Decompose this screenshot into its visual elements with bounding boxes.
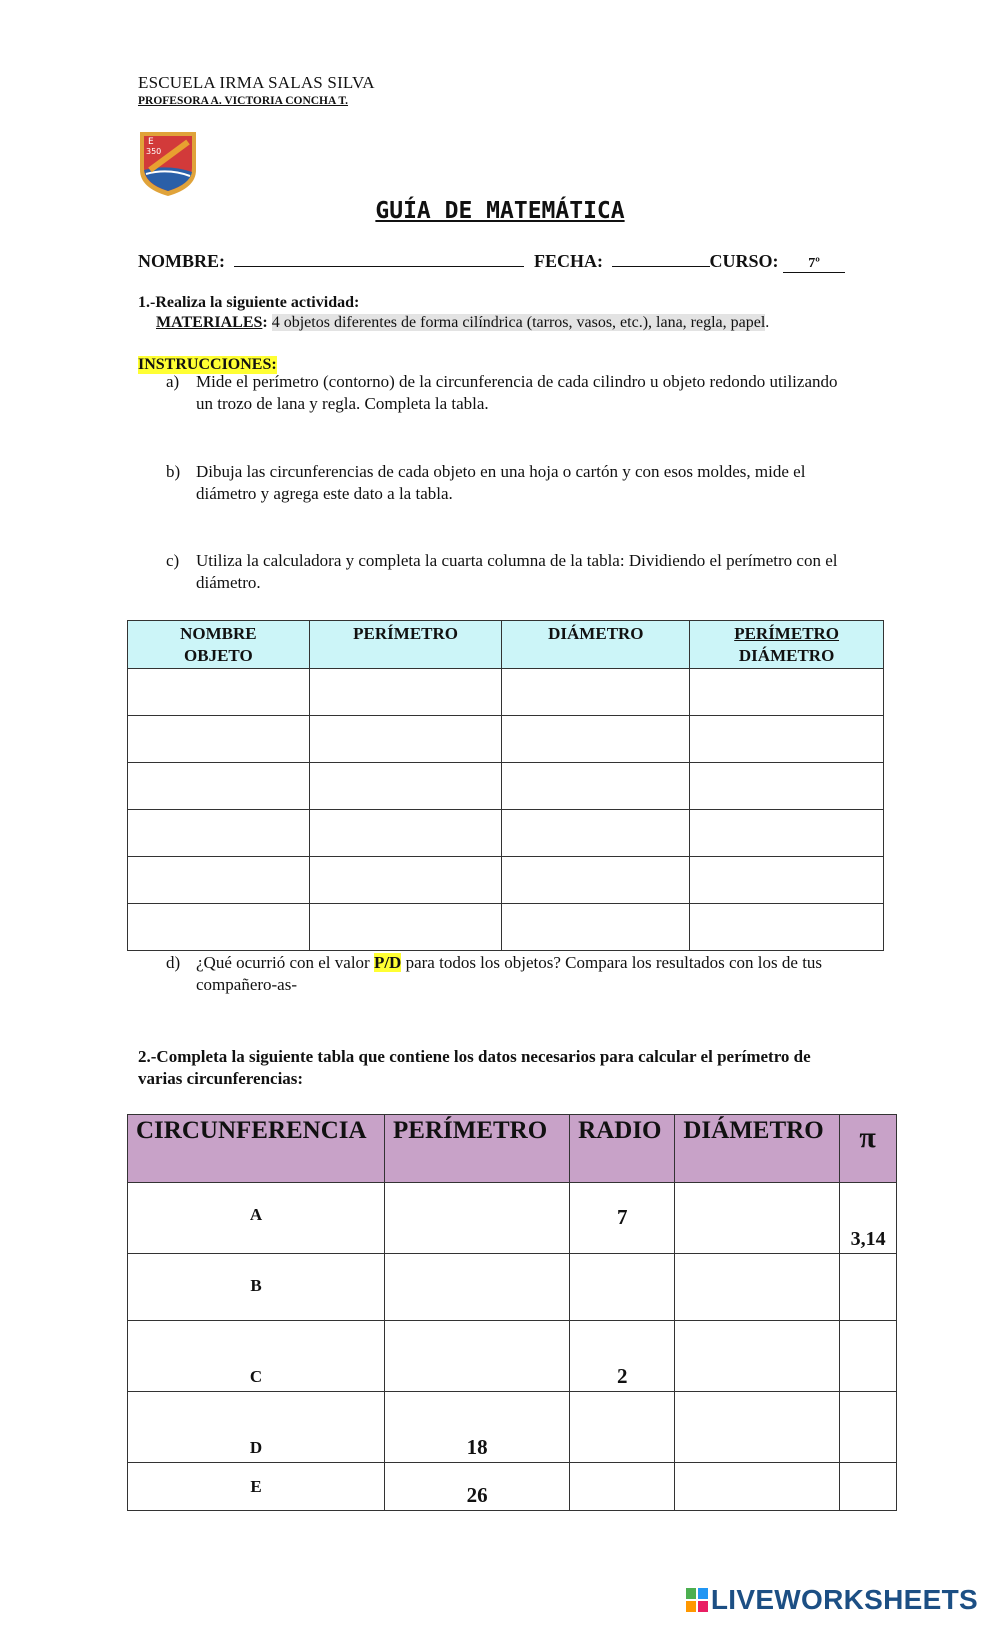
input-cell[interactable]	[502, 857, 690, 904]
header-circunferencia: CIRCUNFERENCIA	[128, 1115, 385, 1183]
item-letter: d)	[166, 953, 181, 972]
circ-label: A	[128, 1183, 385, 1254]
instruction-item-b	[166, 461, 856, 505]
input-cell[interactable]	[690, 763, 884, 810]
input-cell[interactable]	[502, 810, 690, 857]
table-header-row	[128, 1115, 897, 1183]
table-row	[128, 763, 884, 810]
input-cell[interactable]	[502, 669, 690, 716]
header-perimetro-diametro: PERÍMETRO DIÁMETRO	[690, 621, 884, 669]
instruction-item-c	[166, 550, 856, 594]
input-cell[interactable]	[309, 716, 502, 763]
header-diametro: DIÁMETRO	[502, 621, 690, 669]
input-cell[interactable]	[570, 1254, 675, 1321]
input-cell[interactable]	[502, 763, 690, 810]
liveworksheets-logo	[686, 1584, 978, 1616]
input-cell[interactable]	[309, 669, 502, 716]
header-nombre-objeto: NOMBRE OBJETO	[128, 621, 310, 669]
input-cell[interactable]	[502, 904, 690, 951]
page-title: GUÍA DE MATEMÁTICA	[375, 198, 625, 224]
input-cell[interactable]	[128, 669, 310, 716]
materials-text: 4 objetos diferentes de forma cilíndrica (tarros, vasos, etc.), lana, regla, papel	[271, 314, 766, 331]
header-radio: RADIO	[570, 1115, 675, 1183]
instruction-item-a	[166, 371, 856, 415]
pd-highlight: P/D	[373, 953, 402, 972]
input-cell[interactable]	[128, 763, 310, 810]
item-text: Dibuja las circunferencias de cada objeto en una hoja o cartón y con esos moldes, mide el diámetro y agrega este dato a la tabla.	[196, 462, 806, 503]
radio-cell: 7	[570, 1183, 675, 1254]
section1-heading: 1.-Realiza la siguiente actividad:	[138, 294, 360, 311]
input-cell[interactable]	[309, 857, 502, 904]
course-value: 7º	[783, 256, 845, 273]
input-cell[interactable]	[690, 810, 884, 857]
date-field[interactable]	[612, 252, 710, 267]
pi-value: 3,14	[840, 1183, 897, 1254]
table-header-row	[128, 621, 884, 669]
perimetro-cell: 18	[385, 1392, 570, 1463]
liveworksheets-icon	[686, 1588, 708, 1612]
instructions-label: INSTRUCCIONES:	[138, 356, 277, 373]
table-row	[128, 1321, 897, 1392]
input-cell[interactable]	[385, 1183, 570, 1254]
circ-label: D	[128, 1392, 385, 1463]
teacher-name: PROFESORA A. VICTORIA CONCHA T.	[138, 95, 349, 107]
header-pi: π	[840, 1115, 897, 1183]
table-row	[128, 716, 884, 763]
input-cell[interactable]	[690, 904, 884, 951]
input-cell[interactable]	[840, 1392, 897, 1463]
header-diametro: DIÁMETRO	[675, 1115, 840, 1183]
section2-heading: 2.-Completa la siguiente tabla que contiene los datos necesarios para calcular el perímetro de varias circunferencias:	[138, 1047, 811, 1088]
item-text: Utiliza la calculadora y completa la cuarta columna de la tabla: Dividiendo el perímetro con el diámetro.	[196, 551, 838, 592]
date-label: FECHA:	[534, 251, 603, 271]
circ-label: E	[128, 1463, 385, 1511]
table-row	[128, 1392, 897, 1463]
circ-label: B	[128, 1254, 385, 1321]
header-perimetro: PERÍMETRO	[385, 1115, 570, 1183]
radio-cell: 2	[570, 1321, 675, 1392]
circumference-table	[127, 1114, 897, 1511]
input-cell[interactable]	[570, 1392, 675, 1463]
school-logo	[136, 130, 200, 198]
student-info-line	[138, 251, 845, 273]
circ-label: C	[128, 1321, 385, 1392]
table-row	[128, 669, 884, 716]
input-cell[interactable]	[309, 763, 502, 810]
header-perimetro: PERÍMETRO	[309, 621, 502, 669]
name-field[interactable]	[234, 252, 524, 267]
table-row	[128, 857, 884, 904]
input-cell[interactable]	[128, 810, 310, 857]
brand-text: LIVEWORKSHEETS	[710, 1584, 978, 1615]
input-cell[interactable]	[675, 1463, 840, 1511]
input-cell[interactable]	[840, 1321, 897, 1392]
question-d	[166, 952, 856, 996]
materials-line: MATERIALES: 4 objetos diferentes de forma cilíndrica (tarros, vasos, etc.), lana, regla, papel.	[156, 314, 770, 331]
logo-letter: E	[148, 137, 154, 147]
input-cell[interactable]	[309, 810, 502, 857]
perimetro-cell: 26	[385, 1463, 570, 1511]
table-row	[128, 1463, 897, 1511]
question-d-text: ¿Qué ocurrió con el valor P/D para todos los objetos? Compara los resultados con los de tus compañero-as-	[196, 953, 823, 994]
table-row	[128, 904, 884, 951]
item-letter: a)	[166, 372, 180, 391]
input-cell[interactable]	[840, 1463, 897, 1511]
input-cell[interactable]	[840, 1254, 897, 1321]
input-cell[interactable]	[675, 1321, 840, 1392]
table-row	[128, 1254, 897, 1321]
input-cell[interactable]	[675, 1392, 840, 1463]
logo-number: 350	[146, 147, 162, 156]
input-cell[interactable]	[128, 857, 310, 904]
name-label: NOMBRE:	[138, 251, 225, 271]
item-text: Mide el perímetro (contorno) de la circunferencia de cada cilindro u objeto redondo utilizando un trozo de lana y regla. Completa la tabla.	[196, 372, 838, 413]
course-label: CURSO:	[709, 251, 779, 271]
input-cell[interactable]	[385, 1321, 570, 1392]
input-cell[interactable]	[309, 904, 502, 951]
item-letter: c)	[166, 551, 180, 570]
item-letter: b)	[166, 462, 181, 481]
materials-label: MATERIALES	[156, 314, 263, 331]
school-name: ESCUELA IRMA SALAS SILVA	[138, 73, 375, 92]
table-row	[128, 810, 884, 857]
input-cell[interactable]	[675, 1183, 840, 1254]
input-cell[interactable]	[690, 716, 884, 763]
input-cell[interactable]	[128, 904, 310, 951]
input-cell[interactable]	[385, 1254, 570, 1321]
input-cell[interactable]	[690, 857, 884, 904]
measurement-table	[127, 620, 884, 951]
input-cell[interactable]	[570, 1463, 675, 1511]
table-row	[128, 1183, 897, 1254]
input-cell[interactable]	[675, 1254, 840, 1321]
input-cell[interactable]	[128, 716, 310, 763]
input-cell[interactable]	[502, 716, 690, 763]
input-cell[interactable]	[690, 669, 884, 716]
